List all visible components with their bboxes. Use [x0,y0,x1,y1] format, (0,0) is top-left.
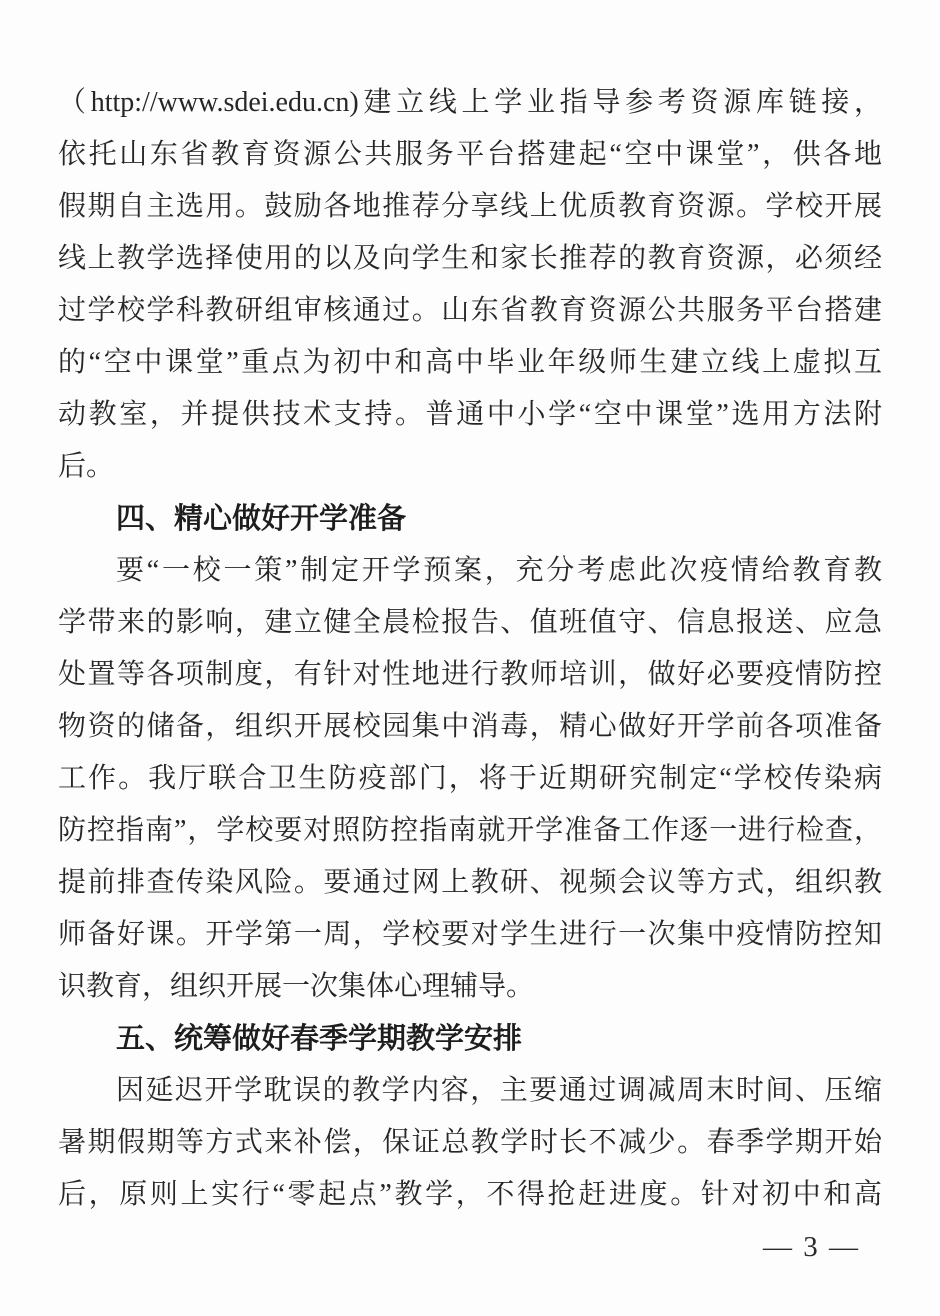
text-line: 假期自主选用。鼓励各地推荐分享线上优质教育资源。学校开展 [58,191,882,222]
text-line: 物资的储备，组织开展校园集中消毒，精心做好开学前各项准备 [58,711,882,742]
text-line: 要“一校一策”制定开学预案，充分考虑此次疫情给教育教 [116,555,882,586]
page-number: — 3 — [763,1231,860,1263]
text-line: 后，原则上实行“零起点”教学，不得抢赶进度。针对初中和高 [58,1179,882,1210]
text-line: 工作。我厅联合卫生防疫部门，将于近期研究制定“学校传染病 [58,763,882,794]
section-heading-4: 四、精心做好开学准备 [116,503,407,535]
text-line: 因延迟开学耽误的教学内容，主要通过调减周末时间、压缩 [116,1075,882,1106]
text-line: 过学校学科教研组审核通过。山东省教育资源公共服务平台搭建 [58,295,882,326]
text-line: 的“空中课堂”重点为初中和高中毕业年级师生建立线上虚拟互 [58,347,882,378]
text-line: 师备好课。开学第一周，学校要对学生进行一次集中疫情防控知 [58,919,882,950]
text-line: 暑期假期等方式来补偿，保证总教学时长不减少。春季学期开始 [58,1127,882,1158]
text-line: 防控指南”，学校要对照防控指南就开学准备工作逐一进行检查， [58,815,882,846]
text-line: 线上教学选择使用的以及向学生和家长推荐的教育资源，必须经 [58,243,882,274]
text-line: 识教育，组织开展一次集体心理辅导。 [58,971,535,1002]
text-line: 提前排查传染风险。要通过网上教研、视频会议等方式，组织教 [58,867,882,898]
text-line: 学带来的影响，建立健全晨检报告、值班值守、信息报送、应急 [58,607,882,638]
body-text [58,77,882,1221]
section-heading-5: 五、统筹做好春季学期教学安排 [116,1023,523,1055]
text-line: 动教室，并提供技术支持。普通中小学“空中课堂”选用方法附 [58,399,882,430]
text-line: 后。 [58,451,115,482]
text-line: （http://www.sdei.edu.cn)建立线上学业指导参考资源库链接， [58,87,882,118]
text-line: 依托山东省教育资源公共服务平台搭建起“空中课堂”，供各地 [58,139,882,170]
text-line: 处置等各项制度，有针对性地进行教师培训，做好必要疫情防控 [58,659,882,690]
